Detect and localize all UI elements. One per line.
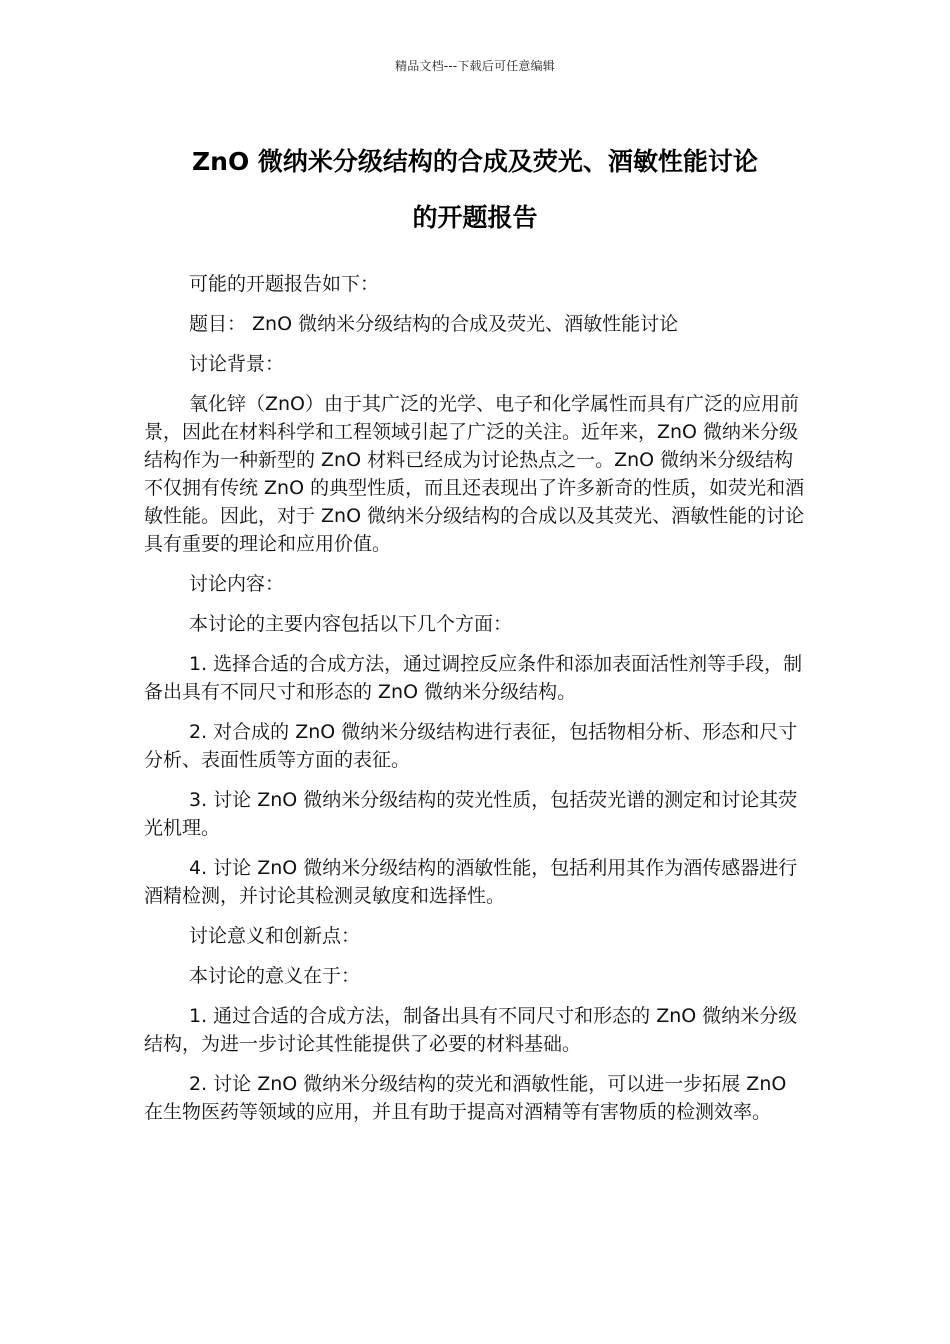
list-item-significance-1: 1. 通过合适的合成方法，制备出具有不同尺寸和形态的 ZnO 微纳米分级结构，为进一步讨论其性能提供了必要的材料基础。 xyxy=(144,1005,798,1055)
list-item-content-3: 3. 讨论 ZnO 微纳米分级结构的荧光性质，包括荧光谱的测定和讨论其荧光机理。 xyxy=(144,789,798,839)
paragraph-background: 氧化锌（ZnO）由于其广泛的光学、电子和化学属性而具有广泛的应用前景，因此在材料科学和工程领域引起了广泛的关注。近年来，ZnO 微纳米分级结构作为一种新型的 ZnO 材料已经成为讨论热点之一。ZnO 微纳米分级结构不仅拥有传统 ZnO 的典型性质，而且还表现出了许多新奇的性质，如荧光和酒敏性能。因此，对于 ZnO 微纳米分级结构的合成以及其荧光、酒敏性能的讨论具有重要的理论和应用价值。 xyxy=(144,393,805,555)
title-line-2: 的开题报告 xyxy=(412,203,538,232)
title-line-1: ZnO 微纳米分级结构的合成及荧光、酒敏性能讨论 xyxy=(192,147,758,176)
section-heading-significance: 讨论意义和创新点： xyxy=(189,925,361,947)
list-item-content-4: 4. 讨论 ZnO 微纳米分级结构的酒敏性能，包括利用其作为酒传感器进行酒精检测，并讨论其检测灵敏度和选择性。 xyxy=(144,857,798,907)
header-note: 精品文档---下载后可任意编辑 xyxy=(395,59,555,73)
section-heading-background: 讨论背景： xyxy=(189,353,285,375)
section-heading-content: 讨论内容： xyxy=(189,573,285,595)
paragraph-significance-intro: 本讨论的意义在于： xyxy=(189,965,361,987)
paragraph-topic: 题目： ZnO 微纳米分级结构的合成及荧光、酒敏性能讨论 xyxy=(189,313,679,335)
paragraph-intro: 可能的开题报告如下： xyxy=(189,273,380,295)
document-title xyxy=(100,134,850,246)
list-item-significance-2: 2. 讨论 ZnO 微纳米分级结构的荧光和酒敏性能，可以进一步拓展 ZnO 在生物医药等领域的应用，并且有助于提高对酒精等有害物质的检测效率。 xyxy=(144,1073,787,1123)
paragraph-content-intro: 本讨论的主要内容包括以下几个方面： xyxy=(189,613,513,635)
list-item-content-1: 1. 选择合适的合成方法，通过调控反应条件和添加表面活性剂等手段，制备出具有不同尺寸和形态的 ZnO 微纳米分级结构。 xyxy=(144,653,803,703)
document-body xyxy=(144,270,808,1138)
list-item-content-2: 2. 对合成的 ZnO 微纳米分级结构进行表征，包括物相分析、形态和尺寸分析、表面性质等方面的表征。 xyxy=(144,721,798,771)
